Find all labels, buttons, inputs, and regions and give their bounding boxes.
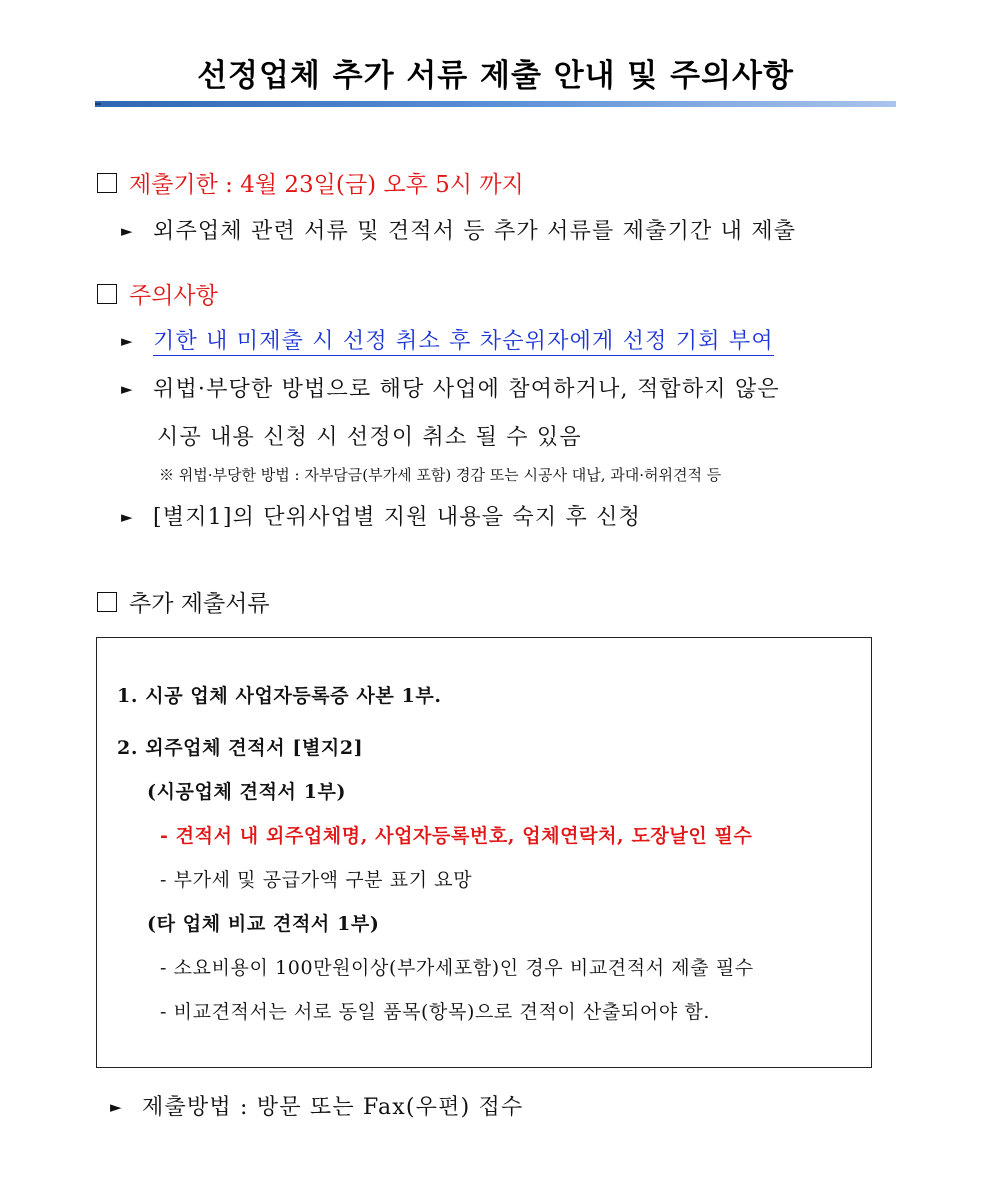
group-2-item-1: - 소요비용이 100만원이상(부가세포함)인 경우 비교견적서 제출 필수 xyxy=(160,957,754,979)
documents-section-heading xyxy=(97,585,270,618)
caution-bullet-3 xyxy=(121,500,641,531)
triangle-bullet-icon: ► xyxy=(121,508,134,526)
deadline-section-heading xyxy=(97,166,524,199)
caution-item-2-line-2: 시공 내용 신청 시 선정이 취소 될 수 있음 xyxy=(157,425,582,450)
checkbox-square-icon xyxy=(97,592,117,612)
triangle-bullet-icon: ► xyxy=(121,222,134,240)
caution-note: ※ 위법·부당한 방법 : 자부담금(부가세 포함) 경감 또는 시공사 대납, 과대·허위견적 등 xyxy=(159,466,722,484)
title-underline-mark xyxy=(95,103,101,105)
checkbox-square-icon xyxy=(97,284,117,304)
document-item-1: 1. 시공 업체 사업자등록증 사본 1부. xyxy=(117,685,442,707)
deadline-bullet xyxy=(121,214,796,245)
triangle-bullet-icon: ► xyxy=(110,1098,123,1116)
triangle-bullet-icon: ► xyxy=(121,380,134,398)
caution-item-1-link[interactable]: 기한 내 미제출 시 선정 취소 후 차순위자에게 선정 기회 부여 xyxy=(153,329,774,354)
caution-bullet-1 xyxy=(121,324,774,355)
caution-item-3: [별지1]의 단위사업별 지원 내용을 숙지 후 신청 xyxy=(153,505,642,530)
deadline-text: 제출기한 : 4월 23일(금) 오후 5시 까지 xyxy=(129,172,524,198)
documents-heading-text: 추가 제출서류 xyxy=(129,591,270,617)
title-underline xyxy=(95,101,896,107)
page-title: 선정업체 추가 서류 제출 안내 및 주의사항 xyxy=(197,58,794,94)
caution-heading-text: 주의사항 xyxy=(129,283,218,309)
group-2-title: (타 업체 비교 견적서 1부) xyxy=(147,913,380,935)
submission-method-bullet xyxy=(110,1090,523,1121)
caution-bullet-2 xyxy=(121,372,780,403)
checkbox-square-icon xyxy=(97,173,117,193)
triangle-bullet-icon: ► xyxy=(121,332,134,350)
caution-item-2-line-1: 위법·부당한 방법으로 해당 사업에 참여하거나, 적합하지 않은 xyxy=(153,377,780,402)
group-1-title: (시공업체 견적서 1부) xyxy=(147,781,347,803)
caution-section-heading xyxy=(97,277,218,310)
deadline-item: 외주업체 관련 서류 및 견적서 등 추가 서류를 제출기간 내 제출 xyxy=(153,219,797,244)
submission-method: 제출방법 : 방문 또는 Fax(우편) 접수 xyxy=(142,1095,524,1120)
group-1-item-2: - 부가세 및 공급가액 구분 표기 요망 xyxy=(160,869,473,891)
group-1-item-1: - 견적서 내 외주업체명, 사업자등록번호, 업체연락처, 도장날인 필수 xyxy=(160,825,753,847)
group-2-item-2: - 비교견적서는 서로 동일 품목(항목)으로 견적이 산출되어야 함. xyxy=(160,1001,711,1023)
document-item-2: 2. 외주업체 견적서 [별지2] xyxy=(117,737,364,759)
